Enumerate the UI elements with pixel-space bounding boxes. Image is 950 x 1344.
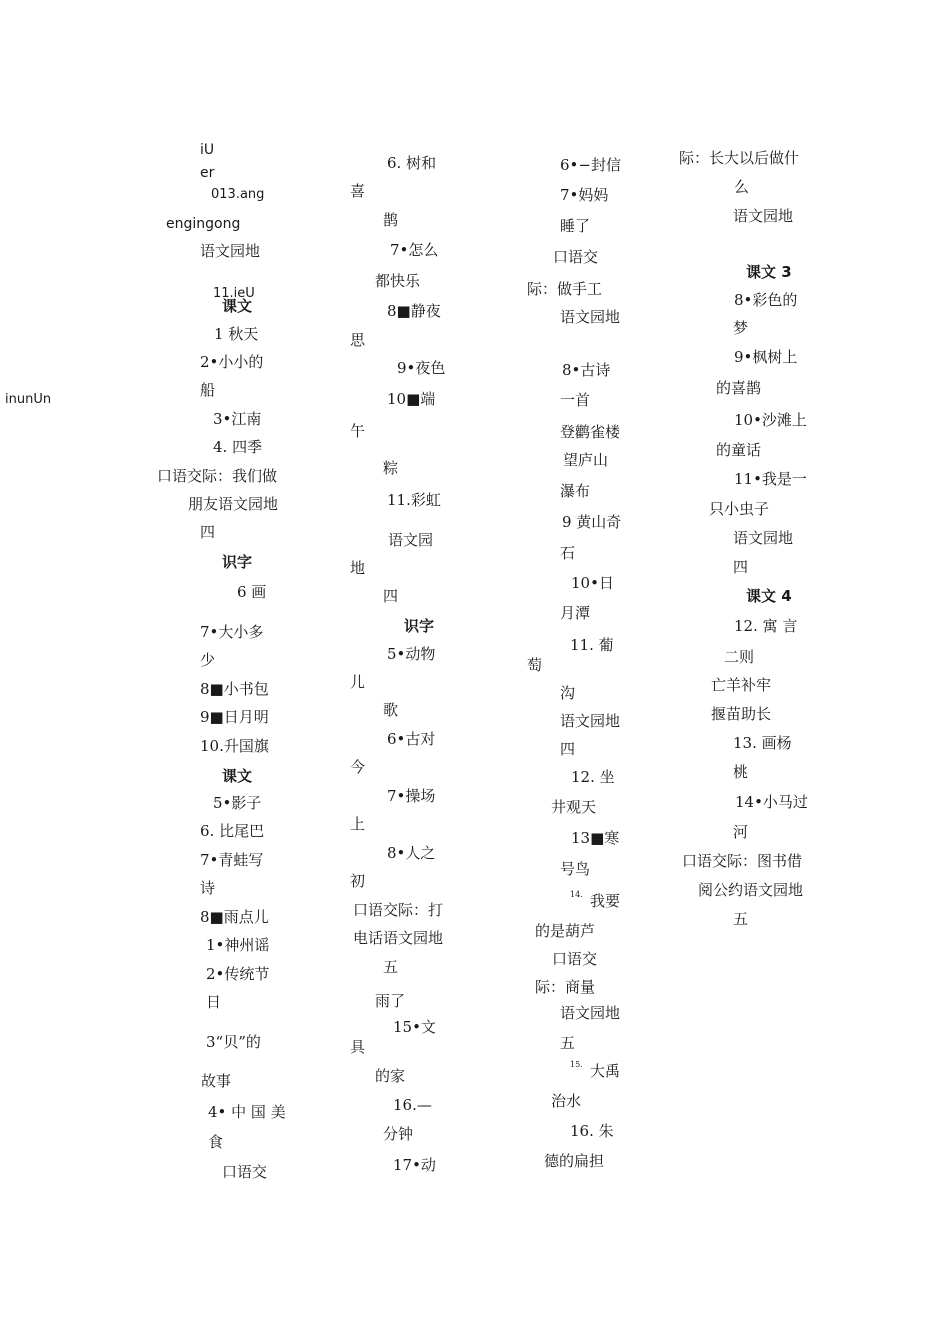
text-line: 萄 — [527, 656, 543, 674]
text-line: 11.彩虹 — [387, 491, 441, 509]
text-line: 12. 坐 — [571, 768, 615, 786]
text-line: 6•−封信 — [560, 156, 621, 174]
text-line: 7•青蛙写 — [200, 851, 264, 869]
text-line: 2•传统节 — [206, 965, 270, 983]
text-line: 儿 — [350, 673, 366, 691]
text-line: 沟 — [560, 684, 576, 702]
text-line: 一首 — [560, 391, 591, 409]
text-line: 1•神州谣 — [206, 936, 270, 954]
text-line: 9•枫树上 — [734, 348, 798, 366]
text-line: 7•大小多 — [200, 623, 264, 641]
text-line: 15. — [570, 1060, 583, 1069]
text-line: 今 — [350, 758, 366, 776]
text-line: 上 — [350, 815, 366, 833]
text-line: er — [200, 165, 215, 181]
text-line: 口语交 — [553, 248, 599, 266]
text-line: 语文园地 — [560, 712, 621, 730]
text-line: 14•小马过 — [735, 793, 808, 811]
text-line: 揠苗助长 — [711, 705, 772, 723]
text-line: 号鸟 — [560, 860, 591, 878]
text-line: 的喜鹊 — [716, 379, 762, 397]
text-line: 具 — [350, 1038, 366, 1056]
text-line: 大禹 — [590, 1062, 621, 1080]
text-line: 9•夜色 — [397, 359, 446, 377]
text-line: 8■小书包 — [200, 680, 269, 698]
text-line: 歌 — [383, 701, 399, 719]
text-line: 么 — [734, 178, 750, 196]
text-line: 五 — [733, 910, 749, 928]
text-line: 喜 — [350, 182, 366, 200]
text-line: 4. 四季 — [213, 438, 263, 456]
text-line: 的家 — [375, 1067, 406, 1085]
text-line: 思 — [350, 331, 366, 349]
text-line: 初 — [350, 872, 366, 890]
text-line: 月潭 — [560, 604, 591, 622]
text-line: engingong — [166, 216, 241, 232]
text-line: 7•妈妈 — [560, 186, 609, 204]
text-line: 课文 3 — [746, 263, 792, 281]
text-line: 9 黄山奇 — [562, 513, 622, 531]
text-line: 语文园 — [388, 531, 434, 549]
text-line: 013.ang — [211, 187, 265, 202]
text-line: 河 — [733, 823, 749, 841]
text-line: 朋友语文园地 — [188, 495, 279, 513]
text-line: 四 — [383, 587, 399, 605]
text-line: 少 — [200, 651, 216, 669]
text-line: 我要 — [590, 892, 621, 910]
text-line: 船 — [200, 381, 216, 399]
text-line: 10.升国旗 — [200, 737, 269, 755]
text-line: 13. 画杨 — [733, 734, 792, 752]
text-line: 16. 朱 — [570, 1122, 614, 1140]
text-line: 语文园地 — [560, 308, 621, 326]
text-line: 10•日 — [571, 574, 614, 592]
text-line: 10■端 — [387, 390, 436, 408]
text-line: 口语交际：打 — [353, 901, 444, 919]
text-line: 语文园地 — [200, 242, 261, 260]
text-line: 午 — [350, 422, 366, 440]
text-line: 只小虫子 — [709, 500, 770, 518]
text-line: 16.— — [393, 1096, 432, 1114]
text-line: 6•古对 — [387, 730, 436, 748]
text-line: 6 画 — [237, 583, 267, 601]
text-line: 鹊 — [383, 211, 399, 229]
text-line: 课文 — [222, 297, 253, 315]
text-line: 2•小小的 — [200, 353, 264, 371]
text-line: 4• 中 国 美 — [208, 1103, 286, 1121]
text-line: 1 秋天 — [214, 325, 259, 343]
text-line: 7•怎么 — [390, 241, 439, 259]
text-line: 语文园地 — [733, 207, 794, 225]
text-line: 的童话 — [716, 441, 762, 459]
text-line: 13■寒 — [571, 829, 620, 847]
text-line: 际：商量 — [535, 978, 596, 996]
text-line: 口语交际：图书借 — [682, 852, 803, 870]
text-line: 课文 — [222, 767, 253, 785]
text-line: 故事 — [201, 1072, 232, 1090]
text-line: 粽 — [383, 459, 399, 477]
text-line: iU — [200, 142, 215, 158]
text-line: 的是葫芦 — [535, 922, 596, 940]
text-line: 阅公约语文园地 — [698, 881, 804, 899]
text-line: 五 — [383, 958, 399, 976]
text-line: 语文园地 — [560, 1004, 621, 1022]
text-line: 8•人之 — [387, 844, 436, 862]
text-line: 8•彩色的 — [734, 291, 798, 309]
text-line: 望庐山 — [563, 451, 609, 469]
text-line: 6. 比尾巴 — [200, 822, 265, 840]
text-line: 7•操场 — [387, 787, 436, 805]
text-line: 8■静夜 — [387, 302, 441, 320]
text-line: 电话语文园地 — [353, 929, 444, 947]
text-line: 石 — [560, 544, 576, 562]
text-line: 井观天 — [551, 798, 597, 816]
text-line: 雨了 — [375, 992, 406, 1010]
text-line: 德的扁担 — [544, 1152, 605, 1170]
text-line: 11.ieU — [213, 286, 255, 301]
text-line: 治水 — [551, 1092, 582, 1110]
text-line: 诗 — [200, 879, 216, 897]
text-line: 6. 树和 — [387, 154, 437, 172]
text-line: 际：做手工 — [527, 280, 603, 298]
text-line: 5•动物 — [387, 645, 436, 663]
text-line: 四 — [200, 523, 216, 541]
text-line: 亡羊补牢 — [711, 676, 772, 694]
text-line: 口语交 — [552, 950, 598, 968]
text-line: 3•江南 — [213, 410, 262, 428]
text-line: 9■日月明 — [200, 708, 269, 726]
text-line: 17•动 — [393, 1156, 436, 1174]
text-line: 课文 4 — [746, 587, 792, 605]
text-line: 五 — [560, 1034, 576, 1052]
text-line: 二则 — [724, 648, 755, 666]
text-line: 四 — [560, 740, 576, 758]
text-line: 都快乐 — [375, 272, 421, 290]
text-line: 日 — [206, 993, 222, 1011]
text-line: 地 — [350, 559, 366, 577]
text-line: 口语交 — [222, 1163, 268, 1181]
text-line: 8•古诗 — [562, 361, 611, 379]
text-line: 四 — [733, 558, 749, 576]
text-line: 识字 — [222, 553, 253, 571]
text-line: 桃 — [733, 763, 749, 781]
text-line: 语文园地 — [733, 529, 794, 547]
text-line: 口语交际：我们做 — [157, 467, 278, 485]
text-line: 5•影子 — [213, 794, 262, 812]
text-line: 际：长大以后做什 — [679, 149, 800, 167]
text-line: 分钟 — [383, 1125, 414, 1143]
text-line: 10•沙滩上 — [734, 411, 807, 429]
text-line: 睡了 — [560, 217, 591, 235]
text-line: 识字 — [404, 617, 435, 635]
text-line: 8■雨点儿 — [200, 908, 269, 926]
text-line: 15•文 — [393, 1018, 436, 1036]
text-line: 14. — [570, 890, 583, 899]
text-line: 登鹳雀楼 — [560, 423, 621, 441]
text-line: inunUn — [5, 392, 52, 407]
text-line: 11•我是一 — [734, 470, 807, 488]
text-line: 食 — [208, 1133, 224, 1151]
text-line: 3“贝”的 — [206, 1033, 261, 1051]
text-line: 瀑布 — [560, 482, 591, 500]
text-line: 11. 葡 — [570, 636, 614, 654]
text-line: 梦 — [733, 319, 749, 337]
text-line: 12. 寓 言 — [734, 617, 798, 635]
